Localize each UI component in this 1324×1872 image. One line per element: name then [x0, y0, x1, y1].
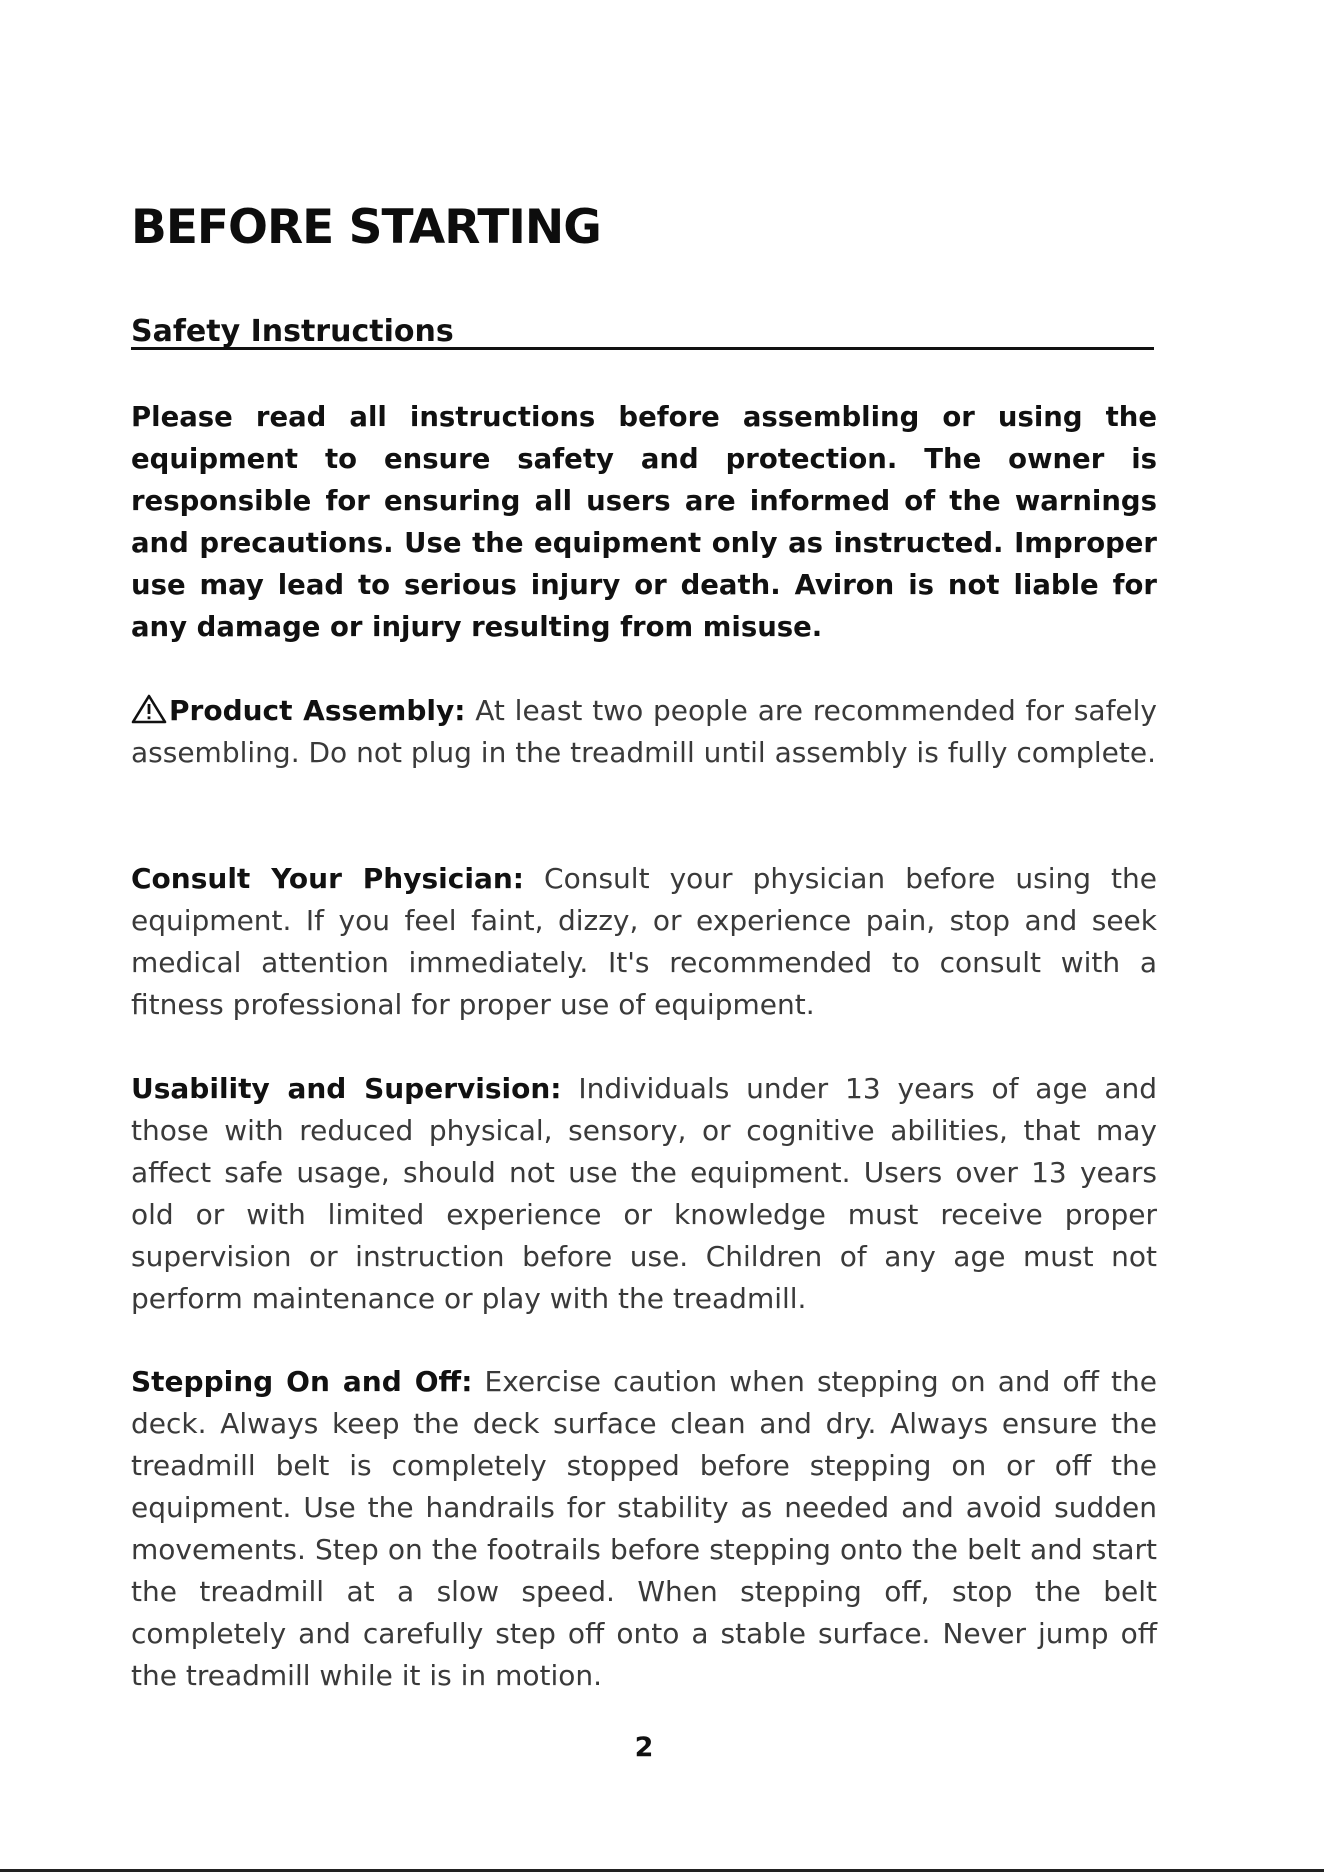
consult-physician-text: Consult your physician before using the equipment. If you feel faint, dizzy, or experience pain, stop and seek medical attention immediately. It's recommended to consult with a fitness professional for proper use of equipment.	[131, 862, 1157, 1021]
usability-supervision-paragraph	[131, 1068, 1157, 1320]
usability-supervision-text: Individuals under 13 years of age and those with reduced physical, sensory, or cognitive abilities, that may affect safe usage, should not use the equipment. Users over 13 years old or with limited experience or knowledge must receive proper supervision or instruction before use. Children of any age must not perform maintenance or play with the treadmill.	[131, 1072, 1158, 1315]
stepping-on-off-paragraph	[131, 1361, 1157, 1697]
product-assembly-paragraph	[131, 690, 1157, 774]
consult-physician-label: Consult Your Physician:	[131, 862, 524, 895]
consult-physician-paragraph	[131, 858, 1157, 1026]
page-title: BEFORE STARTING	[131, 200, 601, 255]
product-assembly-label: Product Assembly:	[169, 694, 466, 727]
stepping-on-off-label: Stepping On and Off:	[131, 1365, 473, 1398]
stepping-on-off-text: Exercise caution when stepping on and off the deck. Always keep the deck surface clean and dry. Always ensure the treadmill belt is completely stopped before stepping on or off the equipment. Use the handrails for stability as needed and avoid sudden movements. Step on the footrails before stepping onto the belt and start the treadmill at a slow speed. When stepping off, stop the belt completely and carefully step off onto a stable surface. Never jump off the treadmill while it is in motion.	[131, 1365, 1158, 1692]
usability-supervision-label: Usability and Supervision:	[131, 1072, 562, 1105]
section-heading	[131, 309, 1154, 350]
intro-paragraph: Please read all instructions before assembling or using the equipment to ensure safety and protection. The owner is responsible for ensuring all users are informed of the warnings and precautions. Use the equipment only as instructed. Improper use may lead to serious injury or death. Aviron is not liable for any damage or injury resulting from misuse.	[131, 401, 1157, 643]
product-assembly-text: At least two people are recommended for safely assembling. Do not plug in the treadmill until assembly is fully complete.	[131, 694, 1158, 769]
page-number: 2	[634, 1732, 654, 1763]
section-heading-text: Safety Instructions	[131, 314, 454, 349]
warning-icon	[131, 694, 167, 724]
